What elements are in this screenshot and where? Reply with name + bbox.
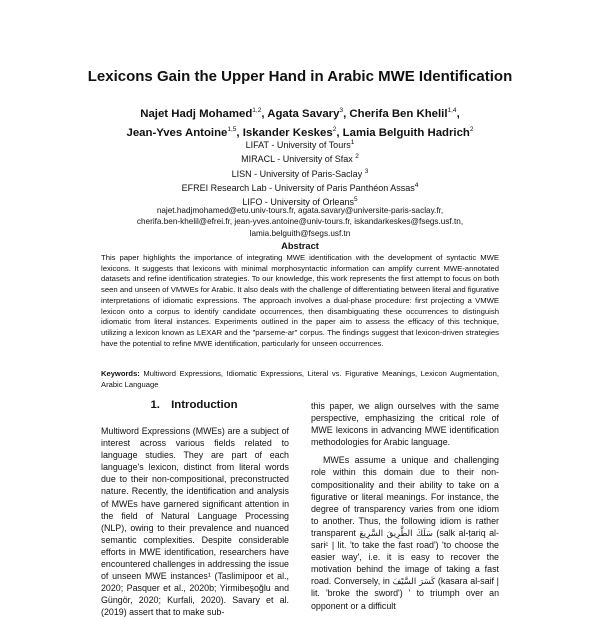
abstract-text: This paper highlights the importance of integrating MWE identification with the development of syntactic MWE lexicons. It suggests that lexicons with minimal morphosyntactic information can amplify current MWE-annotated datasets and refine identification strategies. To our knowledge, this work represents the first attempt to focus on both seen and unseen of VMWEs for Arabic. It also deals with the challenge of differentiating between literal and figurative interpretations of idiomatic expressions. The approach involves a dual-phase procedure: first projecting a VMWE lexicon onto a corpus to identify candidate occurrences, then disambiguating these occurrences to distinguish idiomatic from literal instances. Experiments outlined in the paper aim to assess the efficacy of this technique, utilizing a lexicon known as LEXAR and the "parseme-ar" corpus. The findings suggest that lexicon-driven strategies have the potential to refine MWE identification, particularly for unseen occurrences. (101, 253, 499, 348)
affiliation-ref: 4 (414, 181, 419, 189)
author-name: Jean-Yves Antoine (126, 126, 228, 139)
affiliation-text: EFREI Research Lab - University of Paris Panthéon Assas (181, 182, 415, 193)
email-line[interactable]: najet.hadjmohamed@etu.univ-tours.fr, agata.savary@universite-paris-saclay.fr, (156, 206, 444, 215)
affiliation-ref: 5 (353, 196, 358, 204)
left-column (101, 425, 289, 619)
arabic-phrase: سَلَكَ الطَّرِيقَ السَّرِيعَ (359, 527, 433, 538)
author-affil-ref: 1,4 (447, 107, 457, 114)
abstract-heading: Abstract (281, 241, 319, 251)
author-affil-ref: 3 (339, 107, 344, 114)
author-affil-ref: 2 (469, 125, 474, 133)
author-name: Iskander Keskes (242, 126, 333, 139)
affiliation (60, 137, 540, 151)
section-heading-introduction: 1. Introduction (150, 399, 238, 411)
author-name: Lamia Belguith Hadrich (342, 126, 470, 139)
affiliation (60, 166, 540, 180)
email-line[interactable]: cherifa.ben-khelil@efrei.fr, jean-yves.antoine@univ-tours.fr, iskandarkeskes@fsegs.usf.tn, (136, 217, 464, 227)
affiliation-text: MIRACL - University of Sfax (241, 154, 353, 165)
author-line-1: Najet Hadj Mohamed$^{1,2}$, Agata Savary$^3$, Cherifa Ben Khelil$^{1,4}$, (140, 107, 460, 120)
affiliation-text: LIFAT - University of Tours (245, 140, 351, 150)
email-line[interactable]: lamia.belguith@fsegs.usf.tn (249, 228, 351, 238)
paragraph-text: (salk al-ṭariq al-sariᶜ | lit. 'to take the fast road') 'to choose the easier way', i.e. it is easy to recover the motivation behind the image of taking a fast road. Conversely, in (311, 527, 499, 587)
affiliation-ref: 2 (355, 153, 359, 161)
paper-title: Lexicons Gain the Upper Hand in Arabic MWE Identification (87, 68, 513, 85)
affiliation (60, 151, 540, 165)
author-list (60, 103, 540, 141)
intro-paragraph: Multiword Expressions (MWEs) are a subject of interest across various fields related to language studies. They are part of each language's lexicon, distinct from literal words due to their non-compositional, preconstructed nature. Recently, the identification and analysis of MWEs have garnered significant attention in the field of Natural Language Processing (NLP), owing to their prevalence and nuanced semantic complexities. Despite considerable efforts in MWE identification, researchers have encountered challenges in addressing the issue of unseen MWE instances¹ (Taslimipoor et al., 2020; Pasquer et al., 2020b; Yirmibeşoğlu and Güngör, 2020; Kurfali, 2020). Savary et al. (2019) assert that to make sub- (101, 426, 289, 618)
author-name: Najet Hadj Mohamed (140, 107, 253, 120)
author-affil-ref: 1,5 (227, 125, 237, 133)
keywords (101, 369, 499, 391)
author-name: Cherifa Ben Khelil (349, 107, 448, 120)
arabic-phrase: كَسَرَ السَّيْفَ (392, 576, 436, 587)
keywords-text: Multiword Expressions, Idiomatic Expressions, Literal vs. Figurative Meanings, Lexicon Augmentation, Arabic Language (101, 369, 499, 389)
author-affil-ref: 1,2 (252, 107, 262, 114)
keywords-label: Keywords: (101, 369, 140, 378)
affiliation (60, 180, 540, 194)
right-column (311, 400, 499, 612)
paragraph-text: MWEs assume a unique and challenging role within this domain due to their non-compositionality and their ability to take on a figurative or literal meanings. For instance, the degree of transparency varies from one idiom to another. Thus, the following idiom is rather transparent (311, 455, 499, 538)
author-affil-ref: 2 (332, 125, 337, 133)
affiliation-text: LISN - University of Paris-Saclay (231, 168, 363, 179)
affiliation-ref: 3 (364, 167, 369, 175)
author-name: Agata Savary (267, 107, 340, 120)
paragraph-text: (kasara al-saif | lit. 'broke the sword') ' to triumph over an opponent or a difficult (311, 576, 499, 611)
email-list (60, 205, 540, 239)
affiliation-list (60, 137, 540, 208)
author-line-2: Jean-Yves Antoine$^{1,5}$, Iskander Keskes$^2$, Lamia Belguith Hadrich$^2$ (126, 125, 474, 139)
affiliation-ref: 1 (350, 139, 355, 146)
intro-paragraph-continued: this paper, we align ourselves with the same perspective, emphasizing the critical role of MWE lexicons in advancing MWE identification methodologies for Arabic language. (311, 401, 499, 448)
intro-paragraph-mwe (311, 454, 499, 611)
affiliation-text: LIFO - University of Orleans (242, 197, 354, 208)
